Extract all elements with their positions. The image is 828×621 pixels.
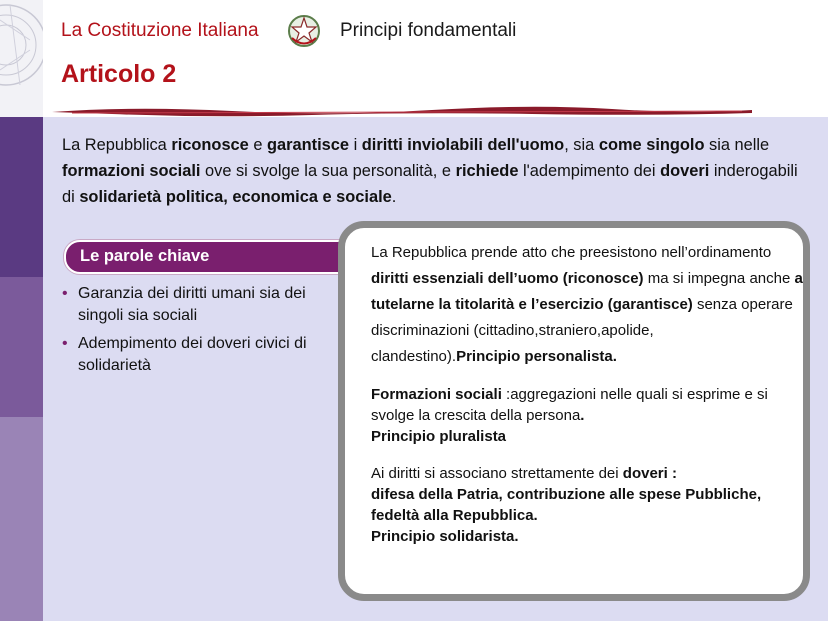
article-text: La Repubblica riconosce e garantisce i diritti inviolabili dell'uomo, sia come singolo sia nelle formazioni sociali ove si svolge la sua personalità, e richiede l'adempimento dei doveri inderogabili di solidarietà politica, economica e sociale. xyxy=(62,136,798,206)
left-decorative-strip xyxy=(0,117,43,621)
bullet-icon: • xyxy=(62,285,68,302)
header-band xyxy=(0,0,828,117)
italian-republic-emblem-icon xyxy=(287,13,321,49)
header-section-title: Principi fondamentali xyxy=(340,20,517,41)
explanation-text xyxy=(371,240,803,547)
paragraph-solidarista: Ai diritti si associano strettamente dei doveri : difesa della Patria, contribuzione alle spese Pubbliche, fedeltà alla Repubblica. Principio solidarista. xyxy=(371,465,762,545)
bullet-icon: • xyxy=(62,335,68,352)
seal-watermark-icon xyxy=(0,0,43,117)
header-brand: La Costituzione Italiana xyxy=(61,20,259,41)
list-item: • Garanzia dei diritti umani sia dei singoli sia sociali xyxy=(62,285,306,324)
list-item: • Adempimento dei doveri civici di solidarietà xyxy=(62,335,307,374)
paragraph-personalista: La Repubblica prende atto che preesistono nell’ordinamento diritti essenziali dell’uomo (riconosce) ma si impegna anche a tutelarne la titolarità e l’esercizio (garantisce) senza operare discriminazioni (cittadino,straniero,apolide, clandestino).Principio personalista. xyxy=(371,244,803,365)
keywords-label: Le parole chiave xyxy=(64,240,364,274)
keyword-list xyxy=(62,283,332,383)
seal-watermark xyxy=(0,0,43,117)
paragraph-pluralista: Formazioni sociali :aggregazioni nelle quali si esprime e si svolge la crescita della persona. Principio pluralista xyxy=(371,386,768,445)
brush-divider xyxy=(52,104,752,118)
page-title: Articolo 2 xyxy=(61,60,177,88)
